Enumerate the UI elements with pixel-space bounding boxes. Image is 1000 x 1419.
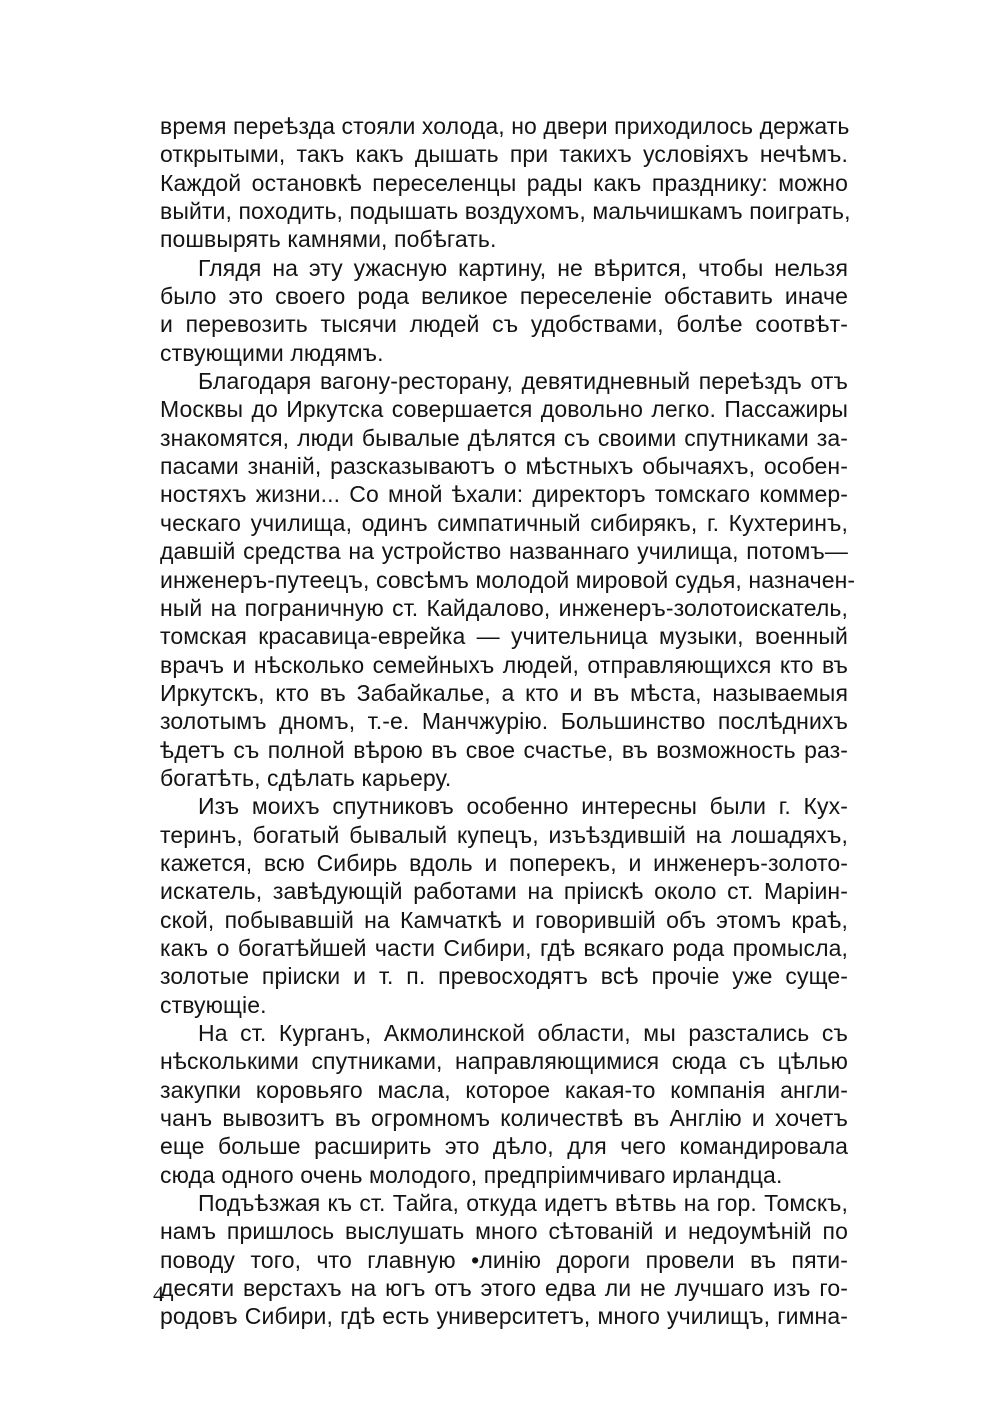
text-line: инженеръ-путеецъ, совсѣмъ молодой мировой судья, назначен-: [160, 566, 856, 593]
text-line: томская красавица-еврейка — учительница музыки, военный: [160, 623, 848, 650]
text-line: ской, побывавшій на Камчаткѣ и говорившій объ этомъ краѣ,: [160, 906, 848, 933]
text-line: искатель, завѣдующій работами на пріискѣ около ст. Маріин-: [160, 878, 848, 905]
text-line: кажется, всю Сибирь вдоль и поперекъ, и инженеръ-золото-: [160, 849, 848, 876]
text-line: врачъ и нѣсколько семейныхъ людей, отправляющихся кто въ: [160, 651, 848, 678]
text-line: Изъ моихъ спутниковъ особенно интересны были г. Кух-: [198, 793, 848, 820]
text-line: Москвы до Иркутска совершается довольно легко. Пассажиры: [160, 396, 848, 423]
text-line: еще больше расширить это дѣло, для чего командировала: [160, 1133, 848, 1160]
text-line: родовъ Сибири, гдѣ есть университетъ, много училищъ, гимна-: [160, 1303, 848, 1330]
text-line: нѣсколькими спутниками, направляющимися сюда съ цѣлью: [160, 1048, 848, 1075]
text-line: ствующіе.: [160, 991, 267, 1018]
text-line: Глядя на эту ужасную картину, не вѣрится, чтобы нельзя: [198, 254, 848, 281]
text-line: какъ о богатѣйшей части Сибири, гдѣ всякаго рода промысла,: [160, 934, 848, 961]
text-line: золотые пріиски и т. п. превосходятъ всѣ прочіе уже суще-: [160, 963, 848, 990]
text-line: и перевозить тысячи людей съ удобствами, болѣе соотвѣт-: [160, 311, 848, 338]
text-line: Подъѣзжая къ ст. Тайга, откуда идетъ вѣтвь на гор. Томскъ,: [198, 1190, 848, 1217]
page-number: 4: [153, 1281, 164, 1306]
text-line: Каждой остановкѣ переселенцы рады какъ празднику: можно: [160, 169, 848, 196]
text-line: ностяхъ жизни... Со мной ѣхали: директоръ томскаго коммер-: [160, 481, 848, 508]
text-line: было это своего рода великое переселеніе обставить иначе: [160, 283, 848, 310]
text-line: знакомятся, люди бывалые дѣлятся съ своими спутниками за-: [160, 424, 848, 451]
text-line: давшій средства на устройство названнаго училища, потомъ—: [160, 538, 848, 565]
text-line: ѣдетъ съ полной вѣрою въ свое счастье, въ возможность раз-: [160, 736, 848, 763]
text-line: открытыми, такъ какъ дышать при такихъ условіяхъ нечѣмъ.: [160, 141, 848, 168]
text-line: ствующими людямъ.: [160, 339, 384, 366]
text-line: пасами знаній, разсказываютъ о мѣстныхъ обычаяхъ, особен-: [160, 453, 848, 480]
text-line: ный на пограничную ст. Кайдалово, инженеръ-золотоискатель,: [160, 594, 848, 621]
page-text: [160, 112, 856, 1331]
text-line: пошвырять камнями, побѣгать.: [160, 226, 497, 253]
text-line: теринъ, богатый бывалый купецъ, изъѣздившій на лошадяхъ,: [160, 821, 848, 848]
text-line: выйти, походить, подышать воздухомъ, мальчишкамъ поиграть,: [160, 198, 851, 225]
text-line: богатѣть, сдѣлать карьеру.: [160, 764, 452, 791]
text-line: ческаго училища, одинъ симпатичный сибирякъ, г. Кухтеринъ,: [160, 509, 848, 536]
text-line: намъ пришлось выслушать много сѣтованій и недоумѣній по: [160, 1218, 848, 1245]
text-line: сюда одного очень молодого, предпріимчиваго ирландца.: [160, 1161, 783, 1188]
text-line: чанъ вывозитъ въ огромномъ количествѣ въ Англію и хочетъ: [160, 1105, 848, 1132]
text-line: закупки коровьяго масла, которое какая-то компанія англи-: [160, 1076, 848, 1103]
text-line: поводу того, что главную •линію дороги провели въ пяти-: [160, 1246, 848, 1273]
text-line: Иркутскъ, кто въ Забайкалье, а кто и въ мѣста, называемыя: [160, 679, 848, 706]
text-line: десяти верстахъ на югъ отъ этого едва ли не лучшаго изъ го-: [160, 1275, 848, 1302]
text-line: время переѣзда стояли холода, но двери приходилось держать: [160, 113, 850, 139]
text-line: золотымъ дномъ, т.-е. Манчжурію. Большинство послѣднихъ: [160, 708, 848, 735]
text-line: Благодаря вагону-ресторану, девятидневный переѣздъ отъ: [198, 368, 848, 395]
text-line: На ст. Курганъ, Акмолинской области, мы разстались съ: [198, 1020, 848, 1046]
